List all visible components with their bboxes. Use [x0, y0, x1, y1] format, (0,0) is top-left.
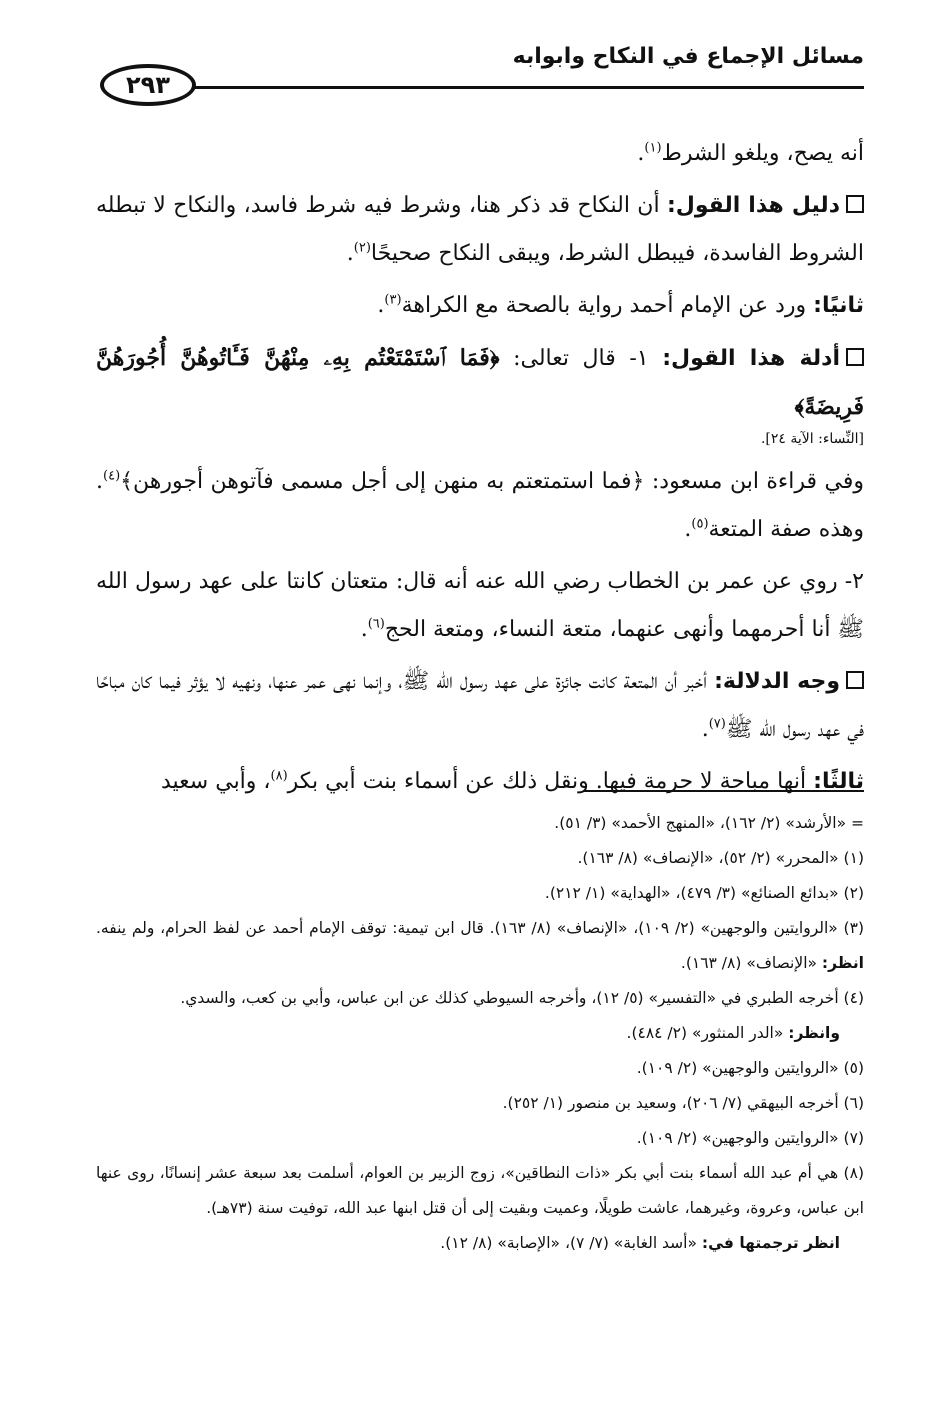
paragraph-8: ثالثًا: أنها مباحة لا حرمة فيها. ونقل ذلك عن أسماء بنت أبي بكر$^{(٨)}$، وأبي سعيد [161, 768, 864, 794]
page-number: ٢٩٣ [100, 64, 196, 106]
footnotes [96, 806, 864, 1261]
section-label: وجه الدلالة: [714, 669, 840, 694]
footnote-4-see-also: وانظر: «الدر المنثور» (٢/ ٤٨٤). [626, 1024, 840, 1042]
section-label: دليل هذا القول: [666, 193, 840, 218]
square-bullet-icon [846, 348, 864, 366]
main-text [96, 130, 864, 810]
footnote-7: (٧) «الروايتين والوجهين» (٢/ ١٠٩). [636, 1129, 864, 1147]
square-bullet-icon [846, 195, 864, 213]
footnote-4: (٤) أخرجه الطبري في «التفسير» (٥/ ١٢)، وأخرجه السيوطي كذلك عن ابن عباس، وأبي بن كعب، والسدي. [180, 989, 864, 1007]
footnote-marker: (٧) [708, 716, 726, 732]
quran-verse: ﴿فَمَا ٱسْتَمْتَعْتُم بِهِۦ مِنْهُنَّ فَـَٔاتُوهُنَّ أُجُورَهُنَّ فَرِيضَةً﴾ [96, 345, 864, 420]
footnote-2: (٢) «بدائع الصنائع» (٣/ ٤٧٩)، «الهداية» (١/ ٢١٢). [544, 884, 864, 902]
footnote-marker: (٣) [384, 292, 402, 308]
footnote-marker: (٤) [103, 468, 121, 484]
footnote-6: (٦) أخرجه البيهقي (٧/ ٢٠٦)، وسعيد بن منصور (١/ ٢٥٢). [502, 1094, 864, 1112]
paragraph-5: وفي قراءة ابن مسعود: ﴿فما استمتعتم به منهن إلى أجل مسمى فآتوهن أجورهن﴾$^{(٤)}$. وهذه صفة المتعة$^{(٥)}$. [96, 468, 864, 542]
paragraph-3: ثانيًا: ورد عن الإمام أحمد رواية بالصحة مع الكراهة$^{(٣)}$. [377, 292, 864, 318]
section-label: أدلة هذا القول: [662, 346, 840, 371]
header-rule [150, 86, 864, 89]
footnote-marker: (٨) [270, 768, 288, 784]
running-header-title: مسائل الإجماع في النكاح وابوابه [512, 44, 864, 69]
footnote-marker: (٢) [353, 240, 371, 256]
footnote-5: (٥) «الروايتين والوجهين» (٢/ ١٠٩). [636, 1059, 864, 1077]
footnote-marker: (٥) [691, 516, 709, 532]
footnote-8-see-also: انظر ترجمتها في: «أسد الغابة» (٧/ ٧)، «الإصابة» (٨/ ١٢). [440, 1234, 840, 1252]
footnote-3: (٣) «الروايتين والوجهين» (٢/ ١٠٩)، «الإنصاف» (٨/ ١٦٣). قال ابن تيمية: توقف الإمام أحمد عن لفظ الحرام، ولم ينفه. انظر: «الإنصاف» (٨/ ١٦٣). [96, 919, 864, 972]
footnote-marker: (١) [644, 140, 662, 156]
paragraph-6: ٢- روي عن عمر بن الخطاب رضي الله عنه أنه قال: متعتان كانتا على عهد رسول الله ﷺ أنا أحرمهما وأنهى عنهما، متعة النساء، ومتعة الحج$^{(٦)}$. [96, 569, 864, 642]
footnote-marker: (٦) [367, 616, 385, 632]
verse-reference: [النِّساء: الآية ٢٤]. [760, 431, 864, 447]
paragraph-1: أنه يصح، ويلغو الشرط$^{(١)}$. [637, 140, 864, 166]
section-label: ثانيًا: [813, 293, 864, 318]
footnote-8: (٨) هي أم عبد الله أسماء بنت أبي بكر «ذات النطاقين»، زوج الزبير بن العوام، أسلمت بعد سبعة عشر إنسانًا، روى عنها ابن عباس، وعروة، وغيرهما، عاشت طويلًا، وعميت وبقيت إلى أن قتل ابنها عبد الله، توفيت سنة (٧٣هـ). [96, 1164, 864, 1217]
paragraph-2: دليل هذا القول: أن النكاح قد ذكر هنا، وشرط فيه شرط فاسد، والنكاح لا تبطله الشروط الفاسدة، فيبطل الشرط، ويبقى النكاح صحيحًا$^{(٢)}$. [96, 193, 864, 266]
section-label: ثالثًا: [813, 769, 864, 794]
paragraph-4: أدلة هذا القول: ١- قال تعالى: ﴿فَمَا ٱسْتَمْتَعْتُم بِهِۦ مِنْهُنَّ فَـَٔاتُوهُنَّ أُجُورَهُنَّ فَرِيضَةً﴾ [النِّساء: الآية ٢٤]. [96, 334, 864, 454]
footnote-separator [584, 790, 864, 792]
footnote-continuation: = «الأرشد» (٢/ ١٦٢)، «المنهج الأحمد» (٣/ ٥١). [554, 814, 864, 832]
square-bullet-icon [846, 671, 864, 689]
paragraph-7: وجه الدلالة: أخبر أن المتعة كانت جائزة على عهد رسول الله ﷺ، وإنما نهى عمر عنها، ونهيه لا يؤثر فيما كان مباحًا في عهد رسول الله ﷺ$^{(٧)}$. [96, 669, 864, 742]
footnote-1: (١) «المحرر» (٢/ ٥٢)، «الإنصاف» (٨/ ١٦٣). [577, 849, 864, 867]
